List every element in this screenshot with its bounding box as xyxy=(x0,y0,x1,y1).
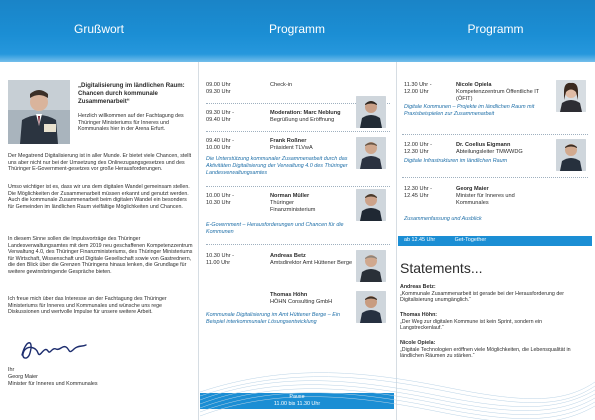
program-time: 12.45 Uhr xyxy=(404,193,429,199)
program-time: 10.30 Uhr xyxy=(206,200,231,206)
session-topic: Die Unterstützung kommunaler Zusammenarbeit durch das Aktivitäten Digitalisierung der Verwaltung 4.0 des Thüringer Landesverwaltungsamtes xyxy=(206,156,348,176)
session-topic: E-Government – Herausforderungen und Chancen für die Kommunen xyxy=(206,222,344,235)
speaker-name: Frank Roßner xyxy=(270,138,307,144)
speaker-name: Andreas Betz xyxy=(270,253,306,259)
speaker-photo xyxy=(556,139,586,171)
divider xyxy=(206,131,390,132)
session-topic: Kommunale Digitalisierung im Amt Hüttener Berge – Ein Beispiel interkommunaler Lösungsentwicklung xyxy=(206,312,341,325)
statements-title: Statements... xyxy=(400,260,483,276)
statement-quote: „Kommunale Zusammenarbeit ist gerade bei der Herausforderung der Digitalisierung unumgänglich.“ xyxy=(400,290,564,304)
speaker-photo xyxy=(356,96,386,128)
speaker-photo xyxy=(356,291,386,323)
pause-time: 11.00 bis 11.30 Uhr xyxy=(273,401,321,407)
session-topic: Zusammenfassung und Ausblick xyxy=(404,216,482,222)
session-topic: Digitale Infrastrukturen im ländlichen Raum xyxy=(404,158,508,164)
program-time: 10.00 Uhr xyxy=(206,145,231,151)
speaker-name: Georg Maier xyxy=(456,186,489,192)
speaker-name: Norman Müller xyxy=(270,193,310,199)
program-time: 09.00 Uhr xyxy=(206,82,231,88)
program-time: 09.40 Uhr xyxy=(206,117,231,123)
statement-author: Andreas Betz: xyxy=(400,284,436,290)
speaker-role: Amtsdirektor Amt Hüttener Berge xyxy=(270,260,353,266)
speaker-role: Abteilungsleiter TMWWDG xyxy=(456,149,523,155)
speaker-role: Präsident TLVwA xyxy=(270,145,313,151)
greeting-paragraph: Der Megatrend Digitalisierung ist in aller Munde. Er bietet viele Chancen, stellt uns aber nicht nur bei der Umsetzung des Onlinezugangsgesetzes und des Thüringer E-Government-gesetzes vor große Herausforderungen. xyxy=(8,153,192,173)
speaker-photo xyxy=(356,137,386,169)
speaker-name: Thomas Höhn xyxy=(270,292,308,298)
signature-block xyxy=(8,367,98,388)
program-time: 12.30 Uhr - xyxy=(404,186,432,192)
speaker-role: Kompetenzzentrum Öffentliche IT (ÖFIT) xyxy=(456,89,540,102)
signature-graphic xyxy=(16,335,96,365)
signature-salutation: Ihr xyxy=(8,367,15,373)
statement-item xyxy=(400,312,586,332)
portrait-photo xyxy=(8,80,70,144)
divider xyxy=(402,134,588,135)
program-time: 11.00 Uhr xyxy=(206,260,231,266)
greeting-paragraph: In diesem Sinne sollen die Impulsvorträge des Thüringer Landesverwaltungsamtes mit dem 2019 neu geschaffenen Kompetenzzentrum Verwaltung 4.0, des Thüringer Finanzministeriums, des Thüringer Ministeriums für Wirtschaft, Wissenschaft und Digitale Gesellschaft sowie von Gastrednern, die den Blick über die Grenzen Thüringens hinaus lenken, die Grundlage für weitere gewinnbringende Gespräche bieten. xyxy=(8,236,193,275)
divider xyxy=(402,177,588,178)
speaker-name: Moderation: Marc Neblung xyxy=(270,110,341,116)
program-time: 10.00 Uhr - xyxy=(206,193,234,199)
header-title-program: Programm xyxy=(268,22,325,36)
greeting-title: „Digitalisierung im ländlichen Raum: Chancen durch kommunale Zusammenarbeit“ xyxy=(78,82,185,105)
statement-item xyxy=(400,284,586,304)
program-time: 10.30 Uhr - xyxy=(206,253,234,259)
greeting-intro: Herzlich willkommen auf der Fachtagung des Thüringer Ministeriums für Inneres und Kommunales hier in der Arena Erfurt. xyxy=(78,113,184,133)
speaker-role: HÖHN Consulting GmbH xyxy=(270,299,333,305)
get-together-label: Get-Together xyxy=(454,237,487,243)
column-divider xyxy=(198,62,199,420)
speaker-role: Begrüßung und Eröffnung xyxy=(270,117,335,123)
program-time: 09.30 Uhr - xyxy=(206,110,234,116)
signature-role: Minister für Inneres und Kommunales xyxy=(8,381,98,387)
header-title-program-2: Programm xyxy=(467,22,524,36)
speaker-photo xyxy=(356,189,386,221)
speaker-name: Nicole Opiela xyxy=(456,82,492,88)
divider xyxy=(206,186,390,187)
speaker-role: Thüringer Finanzministerium xyxy=(270,200,316,213)
program-time: 09.40 Uhr - xyxy=(206,138,234,144)
divider xyxy=(206,244,390,245)
session-topic: Digitale Kommunen – Projekte im ländlichen Raum mit Praxisbeispielen zur Zusammenarbeit xyxy=(404,104,535,117)
statement-quote: „Digitale Technologien eröffnen viele Möglichkeiten, die Lebensqualität in ländlichen Räumen zu stärken.“ xyxy=(400,346,571,360)
speaker-photo xyxy=(356,250,386,282)
program-time: 09.30 Uhr xyxy=(206,89,231,95)
speaker-name: Dr. Coelius Eigmann xyxy=(456,142,511,148)
statement-author: Thomas Höhn: xyxy=(400,312,438,318)
speaker-photo xyxy=(556,80,586,112)
speaker-role: Minister für Inneres und Kommunales xyxy=(456,193,515,206)
wave-decoration xyxy=(200,330,595,420)
greeting-paragraph: Umso wichtiger ist es, dass wir uns dem digitalen Wandel gemeinsam stellen. Die Möglichkeiten der Zusammenarbeit müssen erkannt und genutzt werden. Auch die kommunale Zusammenarbeit beim digitalen Wandel ein besonders für Gemeinden im ländlichen Raum vielfältige Möglichkeiten und Chancen. xyxy=(8,184,190,210)
program-time: 12.00 Uhr xyxy=(404,89,429,95)
get-together-time: ab 12.45 Uhr xyxy=(404,237,436,243)
program-time: 11.30 Uhr - xyxy=(404,82,432,88)
statement-author: Nicole Opiela: xyxy=(400,340,436,346)
program-time: 12.00 Uhr - xyxy=(404,142,432,148)
program-text: Check-in xyxy=(270,82,293,88)
greeting-paragraph: Ich freue mich über das Interesse an der Fachtagung des Thüringer Ministeriums für Inneres und Kommunales und wünsche uns rege Diskussionen und wertvolle Impulse für unsere weitere Arbeit. xyxy=(8,296,167,316)
header-title-greeting: Grußwort xyxy=(73,22,124,36)
statement-quote: „Der Weg zur digitalen Kommune ist kein Sprint, sondern ein Langstreckenlauf.“ xyxy=(400,318,543,332)
get-together-bar xyxy=(398,236,592,246)
pause-label: Pause xyxy=(289,394,305,400)
program-time: 12.30 Uhr xyxy=(404,149,429,155)
signature-name: Georg Maier xyxy=(8,374,38,380)
